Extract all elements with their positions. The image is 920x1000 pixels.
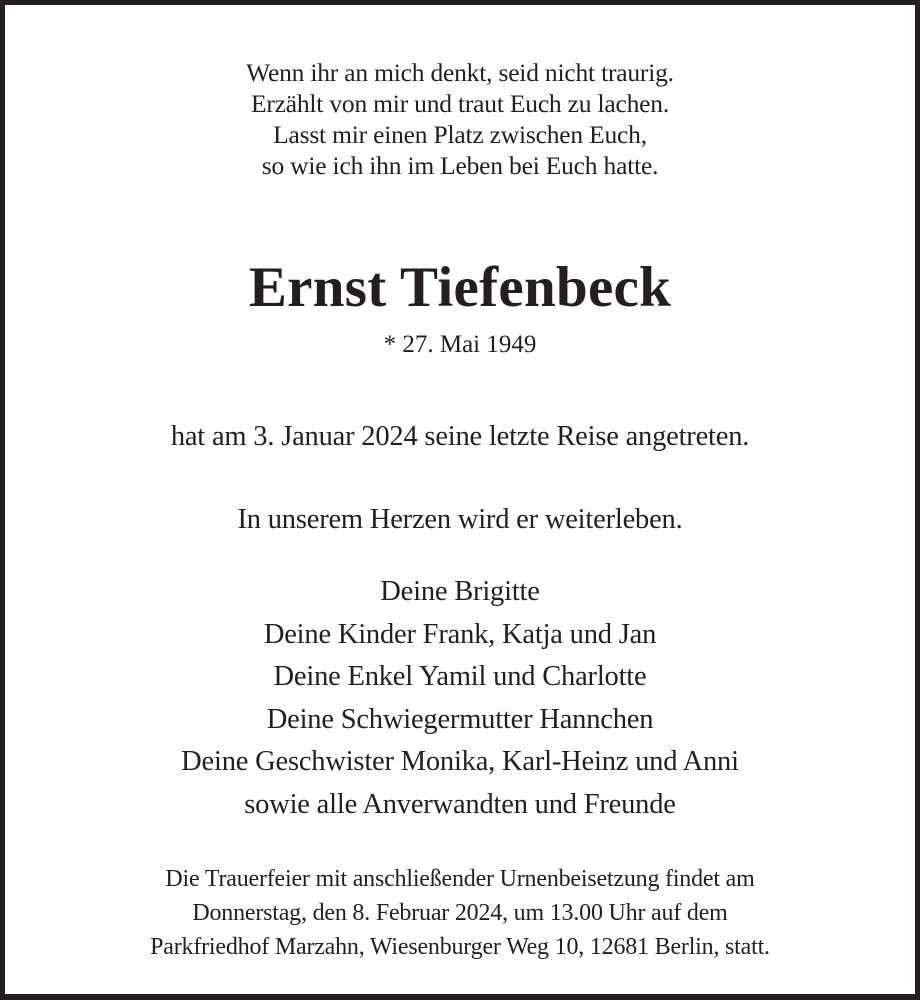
funeral-service-info xyxy=(5,862,915,964)
poem-line: Erzählt von mir und traut Euch zu lachen. xyxy=(250,89,670,118)
death-announcement: hat am 3. Januar 2024 seine letzte Reise angetreten. xyxy=(170,421,750,452)
mourner-line: Deine Brigitte xyxy=(380,576,540,607)
deceased-name: Ernst Tiefenbeck xyxy=(248,256,672,319)
mourners-list xyxy=(5,571,915,826)
birth-date: * 27. Mai 1949 xyxy=(383,331,537,358)
poem xyxy=(5,57,915,181)
service-line: Donnerstag, den 8. Februar 2024, um 13.00 Uhr auf dem xyxy=(192,900,728,926)
mourner-line: Deine Kinder Frank, Katja und Jan xyxy=(263,618,657,650)
poem-line: Wenn ihr an mich denkt, seid nicht traurig. xyxy=(246,58,674,87)
remembrance-line: In unserem Herzen wird er weiterleben. xyxy=(237,504,683,535)
poem-line: so wie ich ihn im Leben bei Euch hatte. xyxy=(261,151,659,180)
mourner-line: Deine Geschwister Monika, Karl-Heinz und Anni xyxy=(181,746,739,777)
service-line: Parkfriedhof Marzahn, Wiesenburger Weg 10, 12681 Berlin, statt. xyxy=(150,934,770,960)
service-line: Die Trauerfeier mit anschließender Urnenbeisetzung findet am xyxy=(165,866,755,892)
poem-line: Lasst mir einen Platz zwischen Euch, xyxy=(273,120,647,149)
mourner-line: Deine Enkel Yamil und Charlotte xyxy=(273,661,647,692)
mourner-line: sowie alle Anverwandten und Freunde xyxy=(244,788,676,820)
mourner-line: Deine Schwiegermutter Hannchen xyxy=(266,703,654,735)
